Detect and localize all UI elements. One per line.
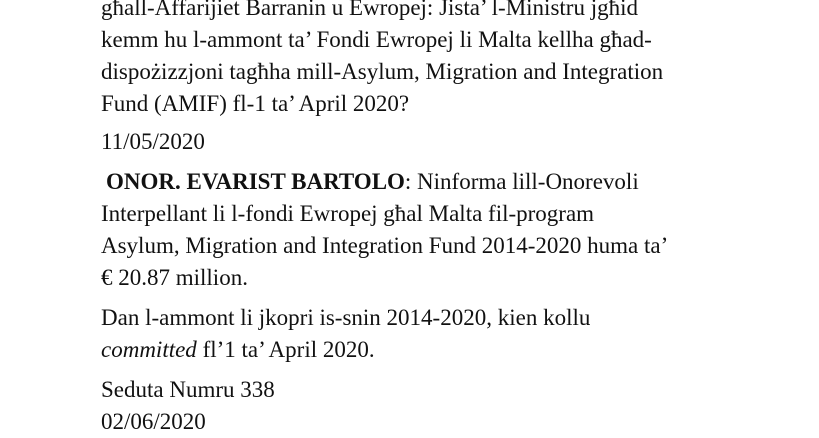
speaker-name: ONOR. EVARIST BARTOLO — [106, 169, 405, 194]
sitting-number: Seduta Numru 338 — [101, 377, 275, 402]
answer-followup-line-rest: fl’1 ta’ April 2020. — [196, 337, 375, 362]
sitting-date: 02/06/2020 — [101, 409, 206, 434]
committed-italic: committed — [101, 337, 197, 362]
question-line: kemm hu l-ammont ta’ Fondi Ewropej li Malta kellha għad- — [101, 27, 652, 52]
question-date: 11/05/2020 — [101, 129, 205, 154]
answer-line: € 20.87 million. — [101, 265, 248, 290]
answer-line: Asylum, Migration and Integration Fund 2014-2020 huma ta’ — [101, 233, 669, 258]
document-page — [101, 0, 801, 438]
answer-followup-text — [101, 302, 801, 366]
question-line: dispożizzjoni tagħha mill-Asylum, Migration and Integration — [101, 59, 664, 84]
answer-first-line-rest: : Ninforma lill-Onorevoli — [404, 169, 639, 194]
answer-followup-line: Dan l-ammont li jkopri is-snin 2014-2020, kien kollu — [101, 305, 591, 330]
question-line: Fund (AMIF) fl-1 ta’ April 2020? — [101, 91, 410, 116]
answer-line: Interpellant li l-fondi Ewropej għal Malta fil-program — [101, 201, 595, 226]
sitting-info — [101, 374, 801, 438]
question-line: għall-Affarijiet Barranin u Ewropej: Jista’ l-Ministru jgħid — [101, 0, 638, 20]
answer-followup-line — [101, 334, 801, 366]
question-text — [101, 0, 801, 120]
answer-first-line — [101, 166, 801, 198]
answer-text — [101, 166, 801, 294]
